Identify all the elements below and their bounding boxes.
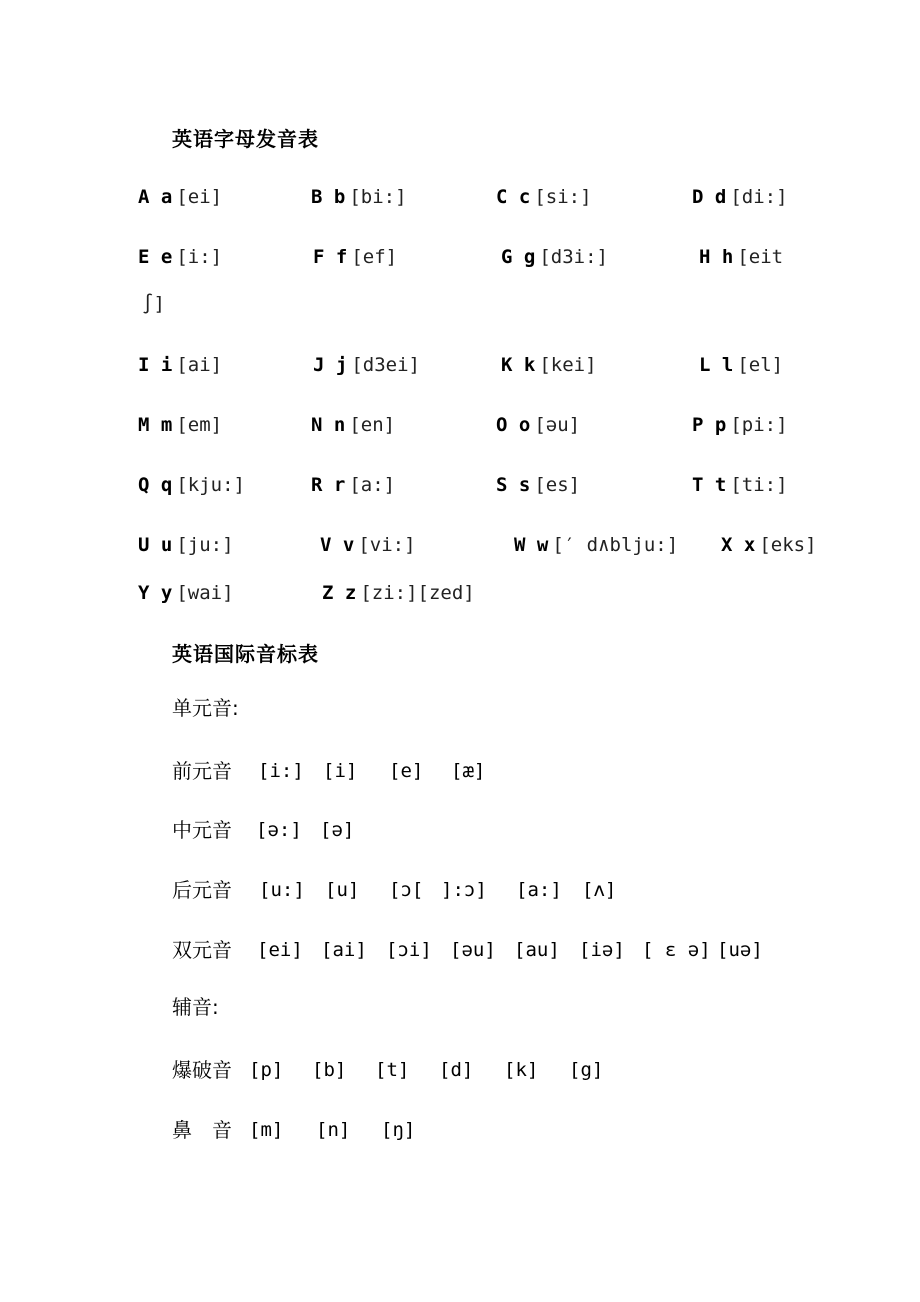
letter-ipa: [ai] — [176, 354, 223, 376]
ipa-symbol: [m] — [249, 1119, 284, 1141]
letter-cell — [692, 412, 788, 437]
ipa-symbol: [ei] — [257, 939, 303, 961]
nasals-label: 鼻 音 — [172, 1118, 232, 1142]
letter-cell — [313, 352, 420, 377]
ipa-symbol: ]:ɔ] — [441, 879, 487, 901]
letter: A a — [138, 186, 173, 208]
letter-ipa: [vi:] — [358, 534, 416, 556]
letter-ipa: [el] — [737, 354, 784, 376]
letter: K k — [501, 354, 536, 376]
ipa-symbol: [ai] — [321, 939, 367, 961]
ipa-symbol: [d] — [439, 1059, 474, 1081]
consonants-heading: 辅音: — [172, 995, 219, 1019]
ipa-symbol: [uə] — [717, 939, 763, 961]
ipa-title: 英语国际音标表 — [172, 642, 319, 666]
letter-cell — [496, 412, 580, 437]
letter-cell — [501, 352, 597, 377]
ipa-symbol: [ɔi] — [386, 939, 432, 961]
letter-cell — [501, 244, 608, 269]
letter-ipa: [si:] — [534, 186, 592, 208]
letter: N n — [311, 414, 346, 436]
letter-ipa: [ju:] — [176, 534, 234, 556]
letter: Q q — [138, 474, 173, 496]
letter-ipa: [d3i:] — [539, 246, 608, 268]
ipa-symbol: [u] — [325, 879, 360, 901]
letter-cell — [514, 532, 678, 557]
letter-cell-continuation — [142, 291, 165, 316]
ipa-symbol: [ə:] — [256, 819, 302, 841]
letter-cell — [138, 352, 222, 377]
letter: W w — [514, 534, 549, 556]
letter-cell — [311, 184, 407, 209]
letter: D d — [692, 186, 727, 208]
ipa-symbol: [au] — [514, 939, 560, 961]
letter-ipa: [en] — [349, 414, 396, 436]
letter: T t — [692, 474, 727, 496]
ipa-symbol: [k] — [504, 1059, 539, 1081]
central-vowels-label: 中元音 — [172, 818, 232, 842]
letter-ipa: [kei] — [539, 354, 597, 376]
letter: V v — [320, 534, 355, 556]
back-vowels-label: 后元音 — [172, 878, 232, 902]
ipa-symbol: [ɔ[ — [389, 879, 424, 901]
letter-ipa: [eks] — [759, 534, 817, 556]
letter-ipa: [kju:] — [176, 474, 245, 496]
vowels-heading: 单元音: — [172, 696, 239, 720]
letter-cell — [496, 184, 592, 209]
letter: Z z — [322, 582, 357, 604]
letter-ipa: [di:] — [730, 186, 788, 208]
letter-ipa: [bi:] — [349, 186, 407, 208]
letter: S s — [496, 474, 531, 496]
letter-cell — [699, 244, 783, 269]
letter: U u — [138, 534, 173, 556]
letter-ipa: [ef] — [351, 246, 398, 268]
letter-cell — [138, 472, 245, 497]
letter-cell — [138, 244, 222, 269]
letter-ipa: [zi:][zed] — [360, 582, 475, 604]
ipa-symbol: [iə] — [579, 939, 625, 961]
letter-ipa: [a:] — [349, 474, 396, 496]
letter-ipa: [eit — [737, 246, 784, 268]
letter-cell — [699, 352, 783, 377]
letter-ipa: [ti:] — [730, 474, 788, 496]
letter-ipa: [əu] — [534, 414, 581, 436]
letter-cell — [320, 532, 416, 557]
ipa-symbol: [əu] — [450, 939, 496, 961]
letter: B b — [311, 186, 346, 208]
ipa-symbol: [g] — [569, 1059, 604, 1081]
diphthongs-label: 双元音 — [172, 938, 232, 962]
ipa-symbol: [e] — [389, 760, 424, 782]
ipa-symbol: [i] — [323, 760, 358, 782]
letter: M m — [138, 414, 173, 436]
letter-cell — [313, 244, 397, 269]
letter: E e — [138, 246, 173, 268]
ipa-symbol: [u:] — [259, 879, 305, 901]
ipa-symbol: [a:] — [516, 879, 562, 901]
ipa-symbol: [ə] — [320, 819, 355, 841]
plosives-label: 爆破音 — [172, 1058, 232, 1082]
letter-cell — [138, 532, 234, 557]
ipa-symbol: [b] — [312, 1059, 347, 1081]
letter-ipa: [pi:] — [730, 414, 788, 436]
letter: X x — [721, 534, 756, 556]
letter-cell — [138, 580, 234, 605]
ipa-symbol: [t] — [375, 1059, 410, 1081]
letter-ipa: [em] — [176, 414, 223, 436]
letter-cell — [311, 472, 395, 497]
letter-cell — [692, 184, 788, 209]
letter-ipa: [ei] — [176, 186, 223, 208]
letter: Y y — [138, 582, 173, 604]
alphabet-title: 英语字母发音表 — [172, 127, 319, 151]
ipa-symbol: [ŋ] — [381, 1119, 416, 1141]
ipa-symbol: [æ] — [451, 760, 486, 782]
ipa-symbol: [p] — [249, 1059, 284, 1081]
letter-cell — [322, 580, 475, 605]
letter-ipa: ∫] — [142, 293, 165, 315]
letter: F f — [313, 246, 348, 268]
letter-ipa: [es] — [534, 474, 581, 496]
letter: P p — [692, 414, 727, 436]
letter-cell — [692, 472, 788, 497]
letter: H h — [699, 246, 734, 268]
front-vowels-label: 前元音 — [172, 759, 232, 783]
letter: R r — [311, 474, 346, 496]
letter-cell — [138, 412, 222, 437]
letter: C c — [496, 186, 531, 208]
letter-ipa: [i:] — [176, 246, 223, 268]
letter: O o — [496, 414, 531, 436]
letter-ipa: [wai] — [176, 582, 234, 604]
letter: J j — [313, 354, 348, 376]
letter-cell — [311, 412, 395, 437]
letter-ipa: [d3ei] — [351, 354, 420, 376]
ipa-symbol: [ ε ə] — [642, 939, 711, 961]
letter: I i — [138, 354, 173, 376]
letter-cell — [721, 532, 817, 557]
letter-ipa: [′ d∧blju:] — [552, 534, 679, 556]
ipa-symbol: [ʌ] — [582, 879, 617, 901]
letter-cell — [496, 472, 580, 497]
letter: L l — [699, 354, 734, 376]
letter: G g — [501, 246, 536, 268]
ipa-symbol: [n] — [316, 1119, 351, 1141]
ipa-symbol: [i:] — [258, 760, 304, 782]
letter-cell — [138, 184, 222, 209]
